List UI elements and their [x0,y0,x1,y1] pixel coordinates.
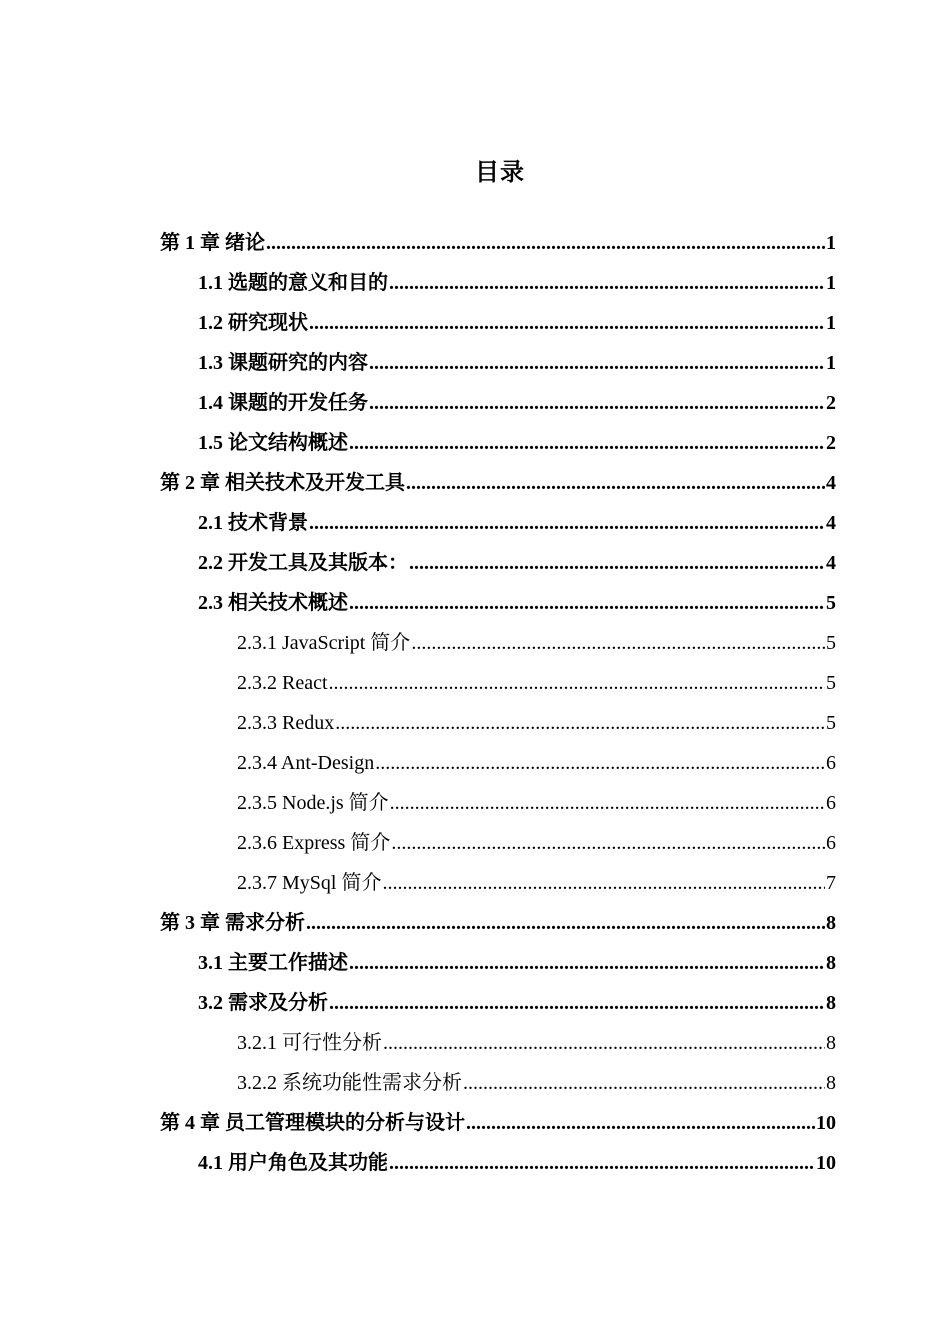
toc-page-number: 8 [826,912,836,934]
toc-dot-leader [369,383,825,423]
toc-page-number: 5 [826,632,836,654]
toc-dot-leader [389,263,825,303]
toc-dot-leader [266,223,825,263]
toc-entry-text: 2.3.3 Redux [237,712,335,734]
toc-entry-text: 第 4 章 员工管理模块的分析与设计 [160,1112,465,1134]
toc-dot-leader [466,1103,815,1143]
toc-entry[interactable] [160,743,836,783]
toc-entry-text: 3.2 需求及分析 [198,992,328,1014]
toc-dot-leader [411,623,825,663]
toc-entry-text: 1.3 课题研究的内容 [198,352,368,374]
toc-entry-text: 2.3.5 Node.js 简介 [237,792,389,814]
toc-entry[interactable] [160,983,836,1023]
toc-dot-leader [463,1063,825,1103]
toc-dot-leader [375,743,825,783]
toc-page-number: 5 [826,672,836,694]
toc-entry-text: 2.3.2 React [237,672,328,694]
toc-page-number: 1 [826,232,836,254]
toc-entry[interactable] [160,943,836,983]
toc-dot-leader [349,943,825,983]
toc-dot-leader [335,703,825,743]
toc-dot-leader [329,983,825,1023]
toc-page-number: 5 [826,592,836,614]
toc-dot-leader [329,663,825,703]
toc-entry[interactable] [160,703,836,743]
toc-entry[interactable] [160,1023,836,1063]
toc-page-number: 8 [826,1072,836,1094]
toc-entry-text: 3.2.1 可行性分析 [237,1032,382,1054]
toc-entry-text: 3.1 主要工作描述 [198,952,348,974]
toc-entry-text: 1.2 研究现状 [198,312,308,334]
toc-entry-text: 3.2.2 系统功能性需求分析 [237,1072,462,1094]
toc-dot-leader [306,903,825,943]
toc-entry-text: 2.1 技术背景 [198,512,308,534]
toc-dot-leader [409,543,825,583]
toc-entry-text: 1.4 课题的开发任务 [198,392,368,414]
toc-page-number: 5 [826,712,836,734]
toc-page-number: 10 [816,1112,836,1134]
toc-entry[interactable] [160,583,836,623]
toc-page-number: 1 [826,272,836,294]
toc-dot-leader [390,783,825,823]
toc-dot-leader [406,463,825,503]
toc-entry[interactable] [160,463,836,503]
toc-page-number: 6 [826,752,836,774]
toc-page-number: 6 [826,832,836,854]
toc-dot-leader [349,423,825,463]
toc-entry-text: 第 2 章 相关技术及开发工具 [160,472,405,494]
toc-entry[interactable] [160,383,836,423]
toc-entry[interactable] [160,903,836,943]
toc-page-number: 7 [826,872,836,894]
toc-dot-leader [369,343,825,383]
toc-dot-leader [349,583,825,623]
toc-entry[interactable] [160,223,836,263]
toc-entry-text: 2.3.1 JavaScript 简介 [237,632,411,654]
toc-dot-leader [391,823,825,863]
toc-entry[interactable] [160,663,836,703]
toc-page-number: 2 [826,432,836,454]
toc-entry[interactable] [160,823,836,863]
toc-entry[interactable] [160,863,836,903]
toc-entry-text: 第 3 章 需求分析 [160,912,305,934]
toc-page-number: 1 [826,312,836,334]
toc-entry[interactable] [160,303,836,343]
toc-list [160,223,836,1183]
toc-page-number: 1 [826,352,836,374]
toc-entry[interactable] [160,263,836,303]
toc-entry[interactable] [160,1103,836,1143]
toc-dot-leader [383,1023,825,1063]
toc-dot-leader [309,303,825,343]
toc-page-number: 8 [826,992,836,1014]
toc-entry-text: 2.3.6 Express 简介 [237,832,391,854]
toc-entry-text: 1.1 选题的意义和目的 [198,272,388,294]
toc-entry-text: 第 1 章 绪论 [160,232,265,254]
toc-entry[interactable] [160,1143,836,1183]
toc-page-number: 10 [816,1152,836,1174]
toc-page-number: 2 [826,392,836,414]
toc-page-number: 8 [826,952,836,974]
toc-page-number: 4 [826,472,836,494]
toc-dot-leader [309,503,825,543]
toc-entry-text: 2.3.7 MySql 简介 [237,872,382,894]
toc-entry[interactable] [160,343,836,383]
toc-title: 目录 [475,158,525,186]
toc-page-number: 4 [826,552,836,574]
toc-entry[interactable] [160,543,836,583]
toc-dot-leader [382,863,825,903]
toc-entry-text: 1.5 论文结构概述 [198,432,348,454]
toc-dot-leader [389,1143,815,1183]
toc-entry[interactable] [160,783,836,823]
toc-page-number: 6 [826,792,836,814]
toc-page-number: 4 [826,512,836,534]
toc-entry[interactable] [160,503,836,543]
toc-entry[interactable] [160,623,836,663]
toc-entry-text: 4.1 用户角色及其功能 [198,1152,388,1174]
toc-entry[interactable] [160,423,836,463]
toc-page-number: 8 [826,1032,836,1054]
toc-entry-text: 2.2 开发工具及其版本： [198,552,408,574]
toc-entry-text: 2.3 相关技术概述 [198,592,348,614]
toc-entry[interactable] [160,1063,836,1103]
toc-entry-text: 2.3.4 Ant-Design [237,752,375,774]
